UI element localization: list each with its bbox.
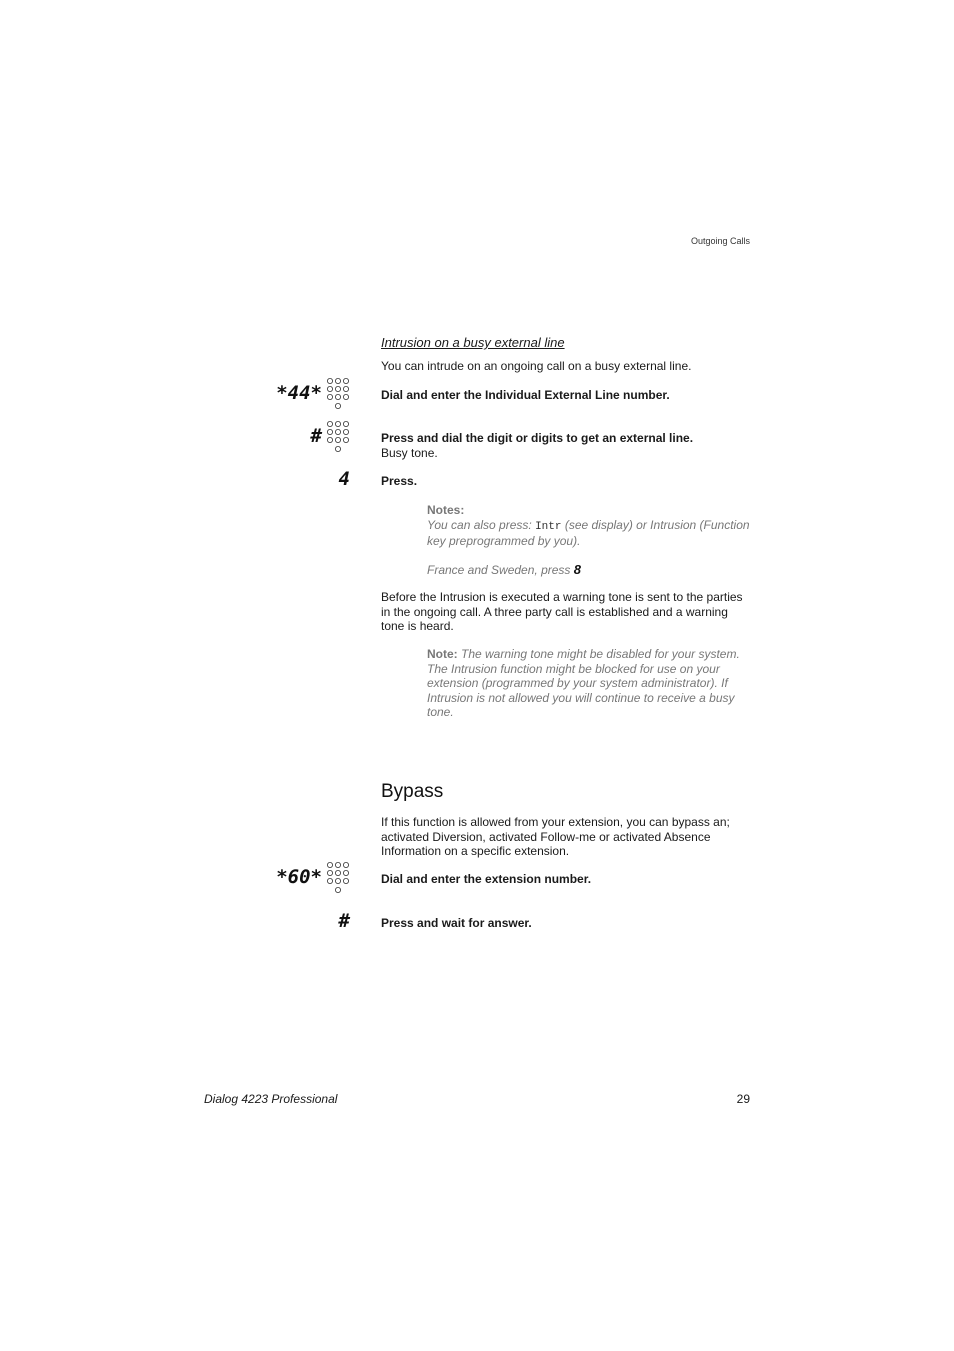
intrusion-explanation: Before the Intrusion is executed a warning tone is sent to the parties in the ongoing call. A three party call is established and a warning tone is heard. (381, 590, 743, 634)
digit-4-key: 4 (338, 468, 350, 490)
step-dial-extension: Dial and enter the extension number. (381, 872, 592, 886)
hash-key: # (338, 910, 350, 932)
running-header: Outgoing Calls (690, 236, 750, 246)
notes-line-1: You can also press: Intr (see display) or Intrusion (Function key preprogrammed by you). (427, 517, 750, 549)
note-warning: Note: The warning tone might be disabled for your system. The Intrusion function might be blocked for use on your extension (programmed by your system administrator). If Intrusion is not allowed you will continue to receive a busy tone. (427, 647, 740, 720)
step-dial-external-line: Press and dial the digit or digits to get an external line. (381, 431, 694, 445)
keypad-icon (326, 861, 350, 895)
display-code: Intr (535, 520, 562, 533)
intrusion-intro: You can intrude on an ongoing call on a busy external line. (381, 359, 692, 373)
step-wait-answer: Press and wait for answer. (381, 916, 532, 930)
digit-8-key: 8 (573, 562, 581, 578)
notes-label: Notes: (427, 503, 465, 517)
busy-tone-text: Busy tone. (381, 446, 438, 460)
keypad-icon (326, 377, 350, 411)
note-label: Note: (427, 647, 458, 661)
section-title-intrusion: Intrusion on a busy external line (381, 335, 565, 350)
footer-product: Dialog 4223 Professional (204, 1092, 338, 1106)
page-number: 29 (736, 1092, 750, 1106)
bypass-intro: If this function is allowed from your extension, you can bypass an; activated Diversion, activated Follow-me or activated Absence Information on a specific extension. (381, 815, 730, 859)
hash-key: # (310, 425, 322, 447)
key-sequence-star60star: *60* (276, 866, 322, 888)
key-sequence-star44star: *44* (276, 382, 322, 404)
notes-block (427, 503, 751, 578)
step-press: Press. (381, 474, 418, 488)
keypad-icon (326, 420, 350, 454)
step-dial-line-number: Dial and enter the Individual External Line number. (381, 388, 670, 402)
bypass-heading: Bypass (381, 781, 444, 802)
notes-line-2: France and Sweden, press 8 (427, 562, 581, 578)
